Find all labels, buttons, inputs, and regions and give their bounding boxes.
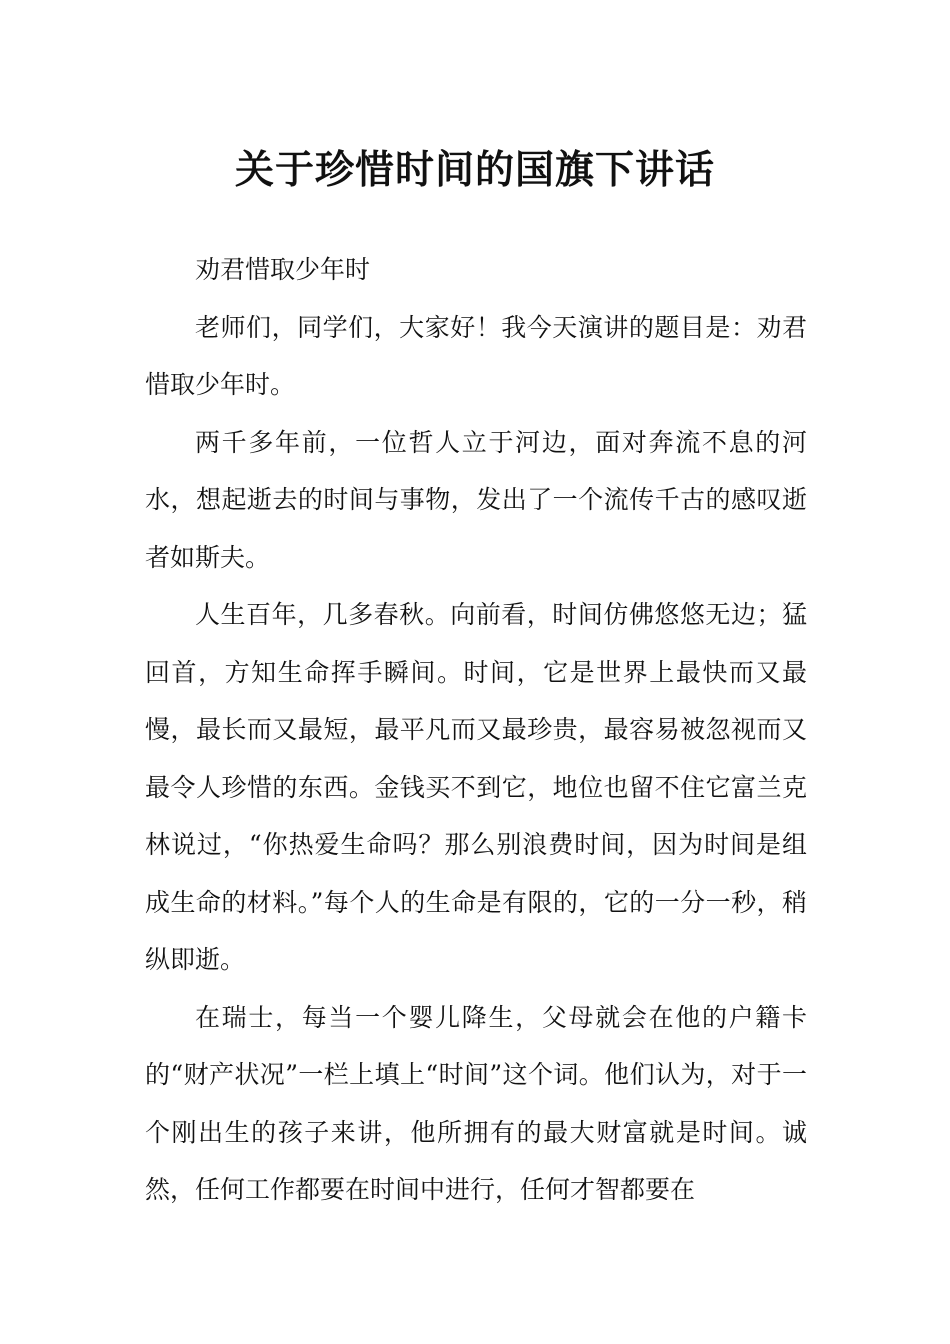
paragraph: 两千多年前，一位哲人立于河边，面对奔流不息的河水，想起逝去的时间与事物，发出了一个流传千古的感叹逝者如斯夫。 [145, 427, 807, 572]
document-body [145, 241, 807, 1219]
paragraph: 在瑞士，每当一个婴儿降生，父母就会在他的户籍卡的“财产状况”一栏上填上“时间”这个词。他们认为，对于一个刚出生的孩子来讲，他所拥有的最大财富就是时间。诚然，任何工作都要在时间中进行，任何才智都要在 [145, 1002, 807, 1204]
paragraph-subtitle: 劝君惜取少年时 [195, 255, 371, 284]
page-title: 关于珍惜时间的国旗下讲话 [234, 147, 715, 194]
paragraph: 老师们，同学们，大家好！我今天演讲的题目是：劝君惜取少年时。 [145, 312, 807, 399]
paragraph: 人生百年，几多春秋。向前看，时间仿佛悠悠无边；猛回首，方知生命挥手瞬间。时间，它是世界上最快而又最慢，最长而又最短，最平凡而又最珍贵，最容易被忽视而又最令人珍惜的东西。金钱买不到它，地位也留不住它富兰克林说过，“你热爱生命吗？那么别浪费时间，因为时间是组成生命的材料。”每个人的生命是有限的，它的一分一秒，稍纵即逝。 [145, 600, 807, 974]
